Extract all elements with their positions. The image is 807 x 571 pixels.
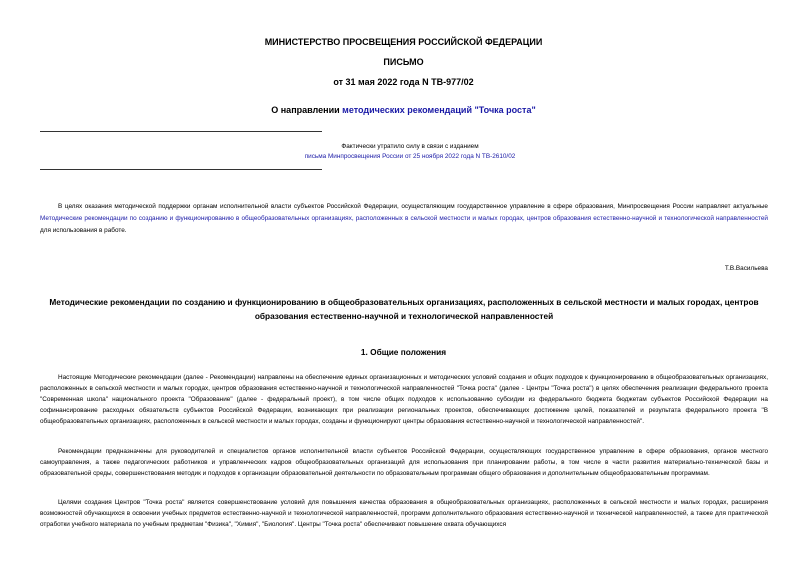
doc-subject-link[interactable]: методических рекомендаций "Точка роста" <box>342 105 536 115</box>
divider-bottom <box>40 169 322 170</box>
section-paragraph-3: Целями создания Центров "Точка роста" является совершенствование условий для повышения качества образования в общеобразовательных организациях, расположенных в сельской местности и малых городах, расширения возможностей обучающихся в освоении учебных предметов естественно-научной и технологической направленностей, программ дополнительного образования естественно-научной и технической направленностей, а также для практической отработки учебного материала по учебным предметам "Физика", "Химия", "Биология". Центры "Точка роста" обеспечивают повышение охвата обучающихся <box>40 499 768 528</box>
doc-subject <box>0 105 807 115</box>
signature: Т.В.Васильева <box>724 265 768 272</box>
ministry-title: МИНИСТЕРСТВО ПРОСВЕЩЕНИЯ РОССИЙСКОЙ ФЕДЕРАЦИИ <box>264 37 543 47</box>
doc-subject-prefix: О направлении <box>271 105 340 115</box>
intro-text-after: для использования в работе. <box>40 227 127 234</box>
intro-text-before: В целях оказания методической поддержки органам исполнительной власти субъектов Российской Федерации, осуществляющим государственное управление в сфере образования, Минпросвещения России направляет актуальные <box>58 203 768 210</box>
section-paragraph-1: Настоящие Методические рекомендации (далее - Рекомендации) направлены на обеспечение единых организационных и методических условий создания и общих подходов к функционированию в общеобразовательных организациях, расположенных в сельской местности и малых городах, центров образования естественно-научной и технологической направленностей "Точка роста" (далее - Центры "Точка роста") в целях обеспечения реализации федерального проекта "Современная школа" национального проекта "Образование" (далее - федеральный проект), в том числе общих подходов к использованию субсидии из федерального бюджета бюджетам субъектов Российской Федерации на софинансирование расходных обязательств субъектов Российской Федерации, возникающих при реализации региональных проектов, обеспечивающих достижение целей, показателей и результата федерального проекта "В общеобразовательных организациях, расположенных в сельской местности и малых городах, созданы и функционируют центры образования естественно-научной и технологической направленностей". <box>40 374 768 425</box>
intro-paragraph <box>40 201 768 237</box>
intro-recommendations-link[interactable]: Методические рекомендации по созданию и функционированию в общеобразовательных организациях, расположенных в сельской местности и малых городах, центров образования естественно-научной и технологической направленностей <box>40 215 768 222</box>
section-paragraph-2: Рекомендации предназначены для руководителей и специалистов органов исполнительной власти субъектов Российской Федерации, осуществляющих государственное управление в сфере образования, органов местного самоуправления, а также педагогических работников и управленческих кадров общеобразовательных организаций для использования при планировании работы, в том числе в части развития материально-технической базы и образовательной среды, совершенствования методик и подходов к организации образовательной деятельности по образовательным программам общего образования и дополнительным общеобразовательным программам. <box>40 448 768 477</box>
doc-date-number: от 31 мая 2022 года N ТВ-977/02 <box>333 77 474 87</box>
status-note-line1: Фактически утратило силу в связи с изданием <box>341 143 479 150</box>
main-heading: Методические рекомендации по созданию и функционированию в общеобразовательных организациях, расположенных в сельской местности и малых городах, центров образования естественно-научной и технологической направленностей <box>49 297 759 321</box>
doc-type: ПИСЬМО <box>383 57 424 67</box>
status-note-link[interactable]: письма Минпросвещения России от 25 ноября 2022 года N ТВ-2610/02 <box>304 153 516 160</box>
divider-top <box>40 131 322 132</box>
section-heading: 1. Общие положения <box>360 347 447 357</box>
